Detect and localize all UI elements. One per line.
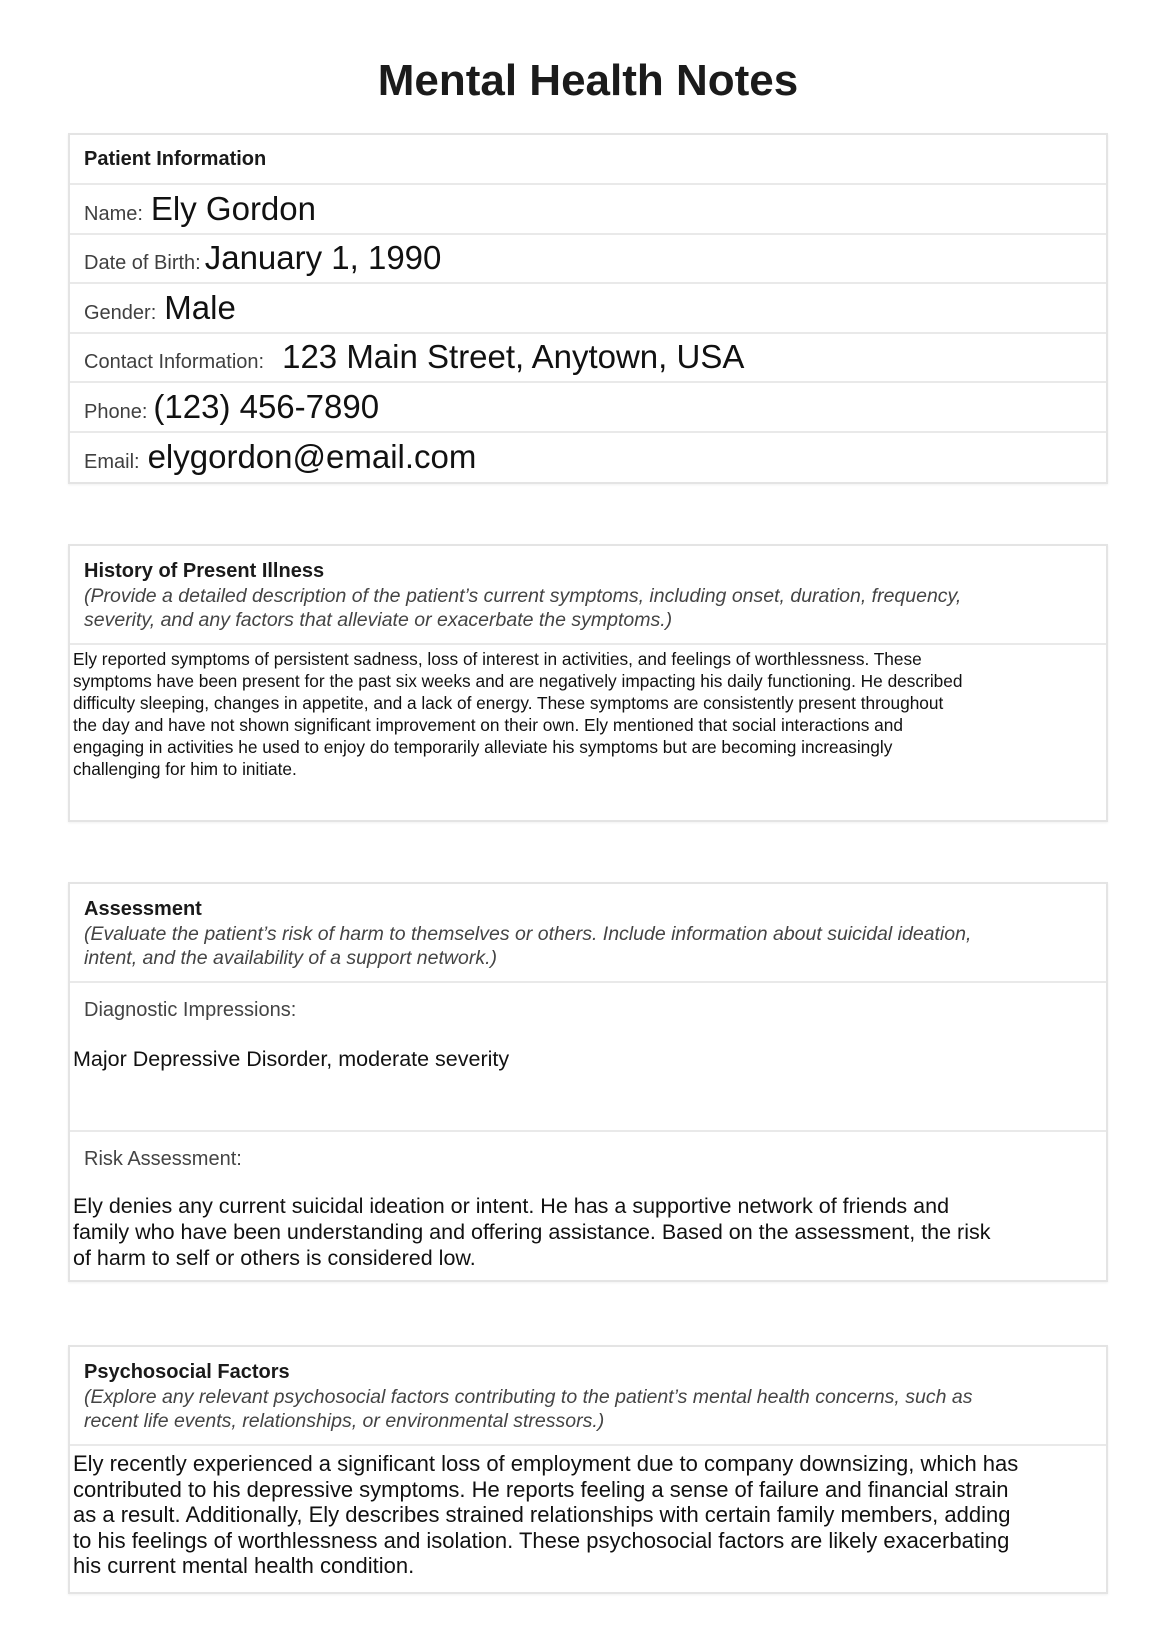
history-body-line: challenging for him to initiate. (73, 759, 297, 779)
history-of-present-illness-section (68, 544, 1108, 822)
psychosocial-factors-section (68, 1345, 1108, 1594)
contact-information-row (70, 334, 1106, 384)
email-label: Email: (84, 451, 140, 474)
date-of-birth-field[interactable]: January 1, 1990 (204, 239, 442, 277)
psychosocial-body-line: as a result. Additionally, Ely describes strained relationships with certain family members, adding (73, 1502, 1011, 1527)
assessment-section (68, 882, 1108, 1282)
risk-assessment-block (70, 1132, 1106, 1271)
name-field[interactable]: Ely Gordon (150, 189, 316, 227)
history-section-header (70, 546, 1106, 645)
history-body-line: difficulty sleeping, changes in appetite, and a lack of energy. These symptoms are consistently present throughout (73, 693, 944, 713)
patient-name-row (70, 185, 1106, 235)
risk-body-line: of harm to self or others is considered low. (73, 1246, 476, 1270)
history-body-line: engaging in activities he used to enjoy do temporarily alleviate his symptoms but are becoming increasingly (73, 737, 893, 757)
psychosocial-notes-field[interactable] (70, 1446, 1106, 1579)
name-label: Name: (84, 202, 143, 225)
history-instruction-line: severity, and any factors that alleviate or exacerbate the symptoms.) (84, 609, 673, 631)
assessment-instruction-line: intent, and the availability of a support network.) (84, 947, 497, 969)
date-of-birth-row (70, 235, 1106, 285)
history-body-line: the day and have not shown significant improvement on their own. Ely mentioned that social interactions and (73, 715, 903, 735)
history-notes-field[interactable] (70, 645, 1106, 780)
contact-information-field[interactable]: 123 Main Street, Anytown, USA (282, 338, 745, 376)
psychosocial-section-header (70, 1347, 1106, 1446)
email-field[interactable]: elygordon@email.com (147, 438, 477, 476)
risk-assessment-label: Risk Assessment: (84, 1148, 242, 1170)
history-instruction-line: (Provide a detailed description of the patient’s current symptoms, including onset, duration, frequency, (84, 585, 962, 607)
phone-row (70, 383, 1106, 433)
diagnostic-impressions-label: Diagnostic Impressions: (84, 999, 297, 1021)
risk-body-line: Ely denies any current suicidal ideation or intent. He has a supportive network of friends and (73, 1194, 950, 1218)
psychosocial-body-line: his current mental health condition. (73, 1553, 415, 1578)
history-heading: History of Present Illness (84, 560, 325, 582)
history-body-line: Ely reported symptoms of persistent sadness, loss of interest in activities, and feelings of worthlessness. These (73, 649, 922, 669)
email-row (70, 433, 1106, 483)
assessment-heading: Assessment (84, 898, 202, 920)
gender-field[interactable]: Male (164, 288, 236, 326)
diagnostic-impressions-field[interactable]: Major Depressive Disorder, moderate severity (73, 1047, 510, 1071)
contact-information-label: Contact Information: (84, 351, 265, 374)
risk-body-line: family who have been understanding and offering assistance. Based on the assessment, the risk (73, 1220, 991, 1244)
diagnostic-impressions-block (70, 983, 1106, 1132)
date-of-birth-label: Date of Birth: (84, 252, 201, 275)
assessment-section-header (70, 884, 1106, 983)
page-title: Mental Health Notes (377, 56, 799, 105)
gender-label: Gender: (84, 301, 157, 324)
psychosocial-instruction-line: recent life events, relationships, or environmental stressors.) (84, 1410, 605, 1432)
assessment-instruction-line: (Evaluate the patient’s risk of harm to themselves or others. Include information about suicidal ideation, (84, 923, 972, 945)
gender-row (70, 284, 1106, 334)
psychosocial-instruction-line: (Explore any relevant psychosocial factors contributing to the patient’s mental health concerns, such as (84, 1386, 973, 1408)
phone-label: Phone: (84, 400, 148, 423)
patient-information-table (68, 133, 1108, 484)
patient-information-heading: Patient Information (70, 135, 1106, 185)
phone-field[interactable]: (123) 456-7890 (153, 387, 380, 425)
psychosocial-body-line: Ely recently experienced a significant loss of employment due to company downsizing, which has (73, 1451, 1019, 1476)
risk-assessment-field[interactable] (70, 1193, 1106, 1271)
psychosocial-body-line: to his feelings of worthlessness and isolation. These psychosocial factors are likely exacerbating (73, 1527, 1010, 1553)
psychosocial-body-line: contributed to his depressive symptoms. He reports feeling a sense of failure and financial strain (73, 1476, 1009, 1502)
psychosocial-heading: Psychosocial Factors (84, 1361, 290, 1383)
history-body-line: symptoms have been present for the past six weeks and are negatively impacting his daily functioning. He described (73, 671, 963, 691)
